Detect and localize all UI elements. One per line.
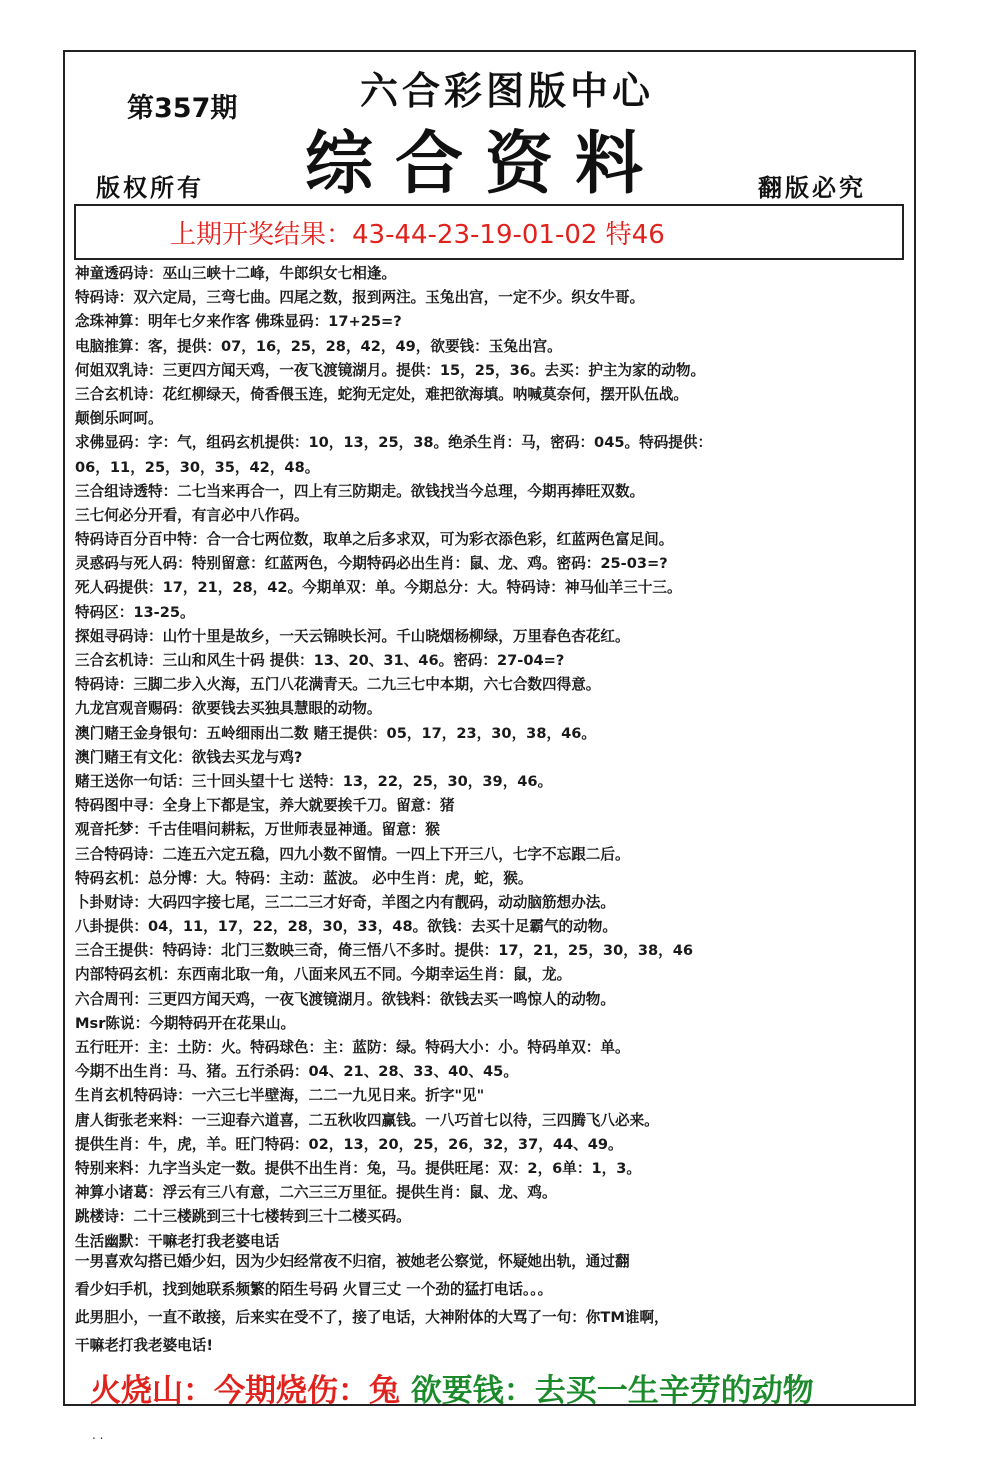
content-line: 灵惑码与死人码：特别留意：红蓝两色，今期特码必出生肖：鼠、龙、鸡。密码：25-03=? xyxy=(75,555,668,573)
content-line: 神算小诸葛：浮云有三八有意，二六三三万里征。提供生肖：鼠、龙、鸡。 xyxy=(75,1184,557,1202)
content-line: 赌王送你一句话：三十回头望十七 送特：13，22，25，30，39，46。 xyxy=(75,772,553,790)
footer-part-green: 欲要钱：去买一生辛劳的动物 xyxy=(400,1373,814,1409)
content-line: 澳门赌王有文化：欲钱去买龙与鸡? xyxy=(75,748,303,766)
main-title: 综合资料 xyxy=(305,124,666,204)
content-line: 特码诗：三脚二步入火海，五门八花满青天。二九三七中本期，六七合数四得意。 xyxy=(75,676,601,694)
content-line: 三合玄机诗：三山和风生十码 提供：13、20、31、46。密码：27-04=? xyxy=(75,652,565,669)
content-line: 特码玄机：总分博：大。特码：主动：蓝波。 必中生肖：虎，蛇，猴。 xyxy=(75,869,533,887)
content-line: 生肖玄机特码诗：一六三七半壁海，二二一九见日来。折字"见" xyxy=(75,1087,485,1105)
content-line: 特码区：13-25。 xyxy=(75,603,195,621)
footer-banner xyxy=(90,1365,814,1410)
content-line: 特别来料：九字当头定一数。提供不出生肖：兔，马。提供旺尾：双：2，6单：1，3。 xyxy=(75,1159,641,1177)
content-line: 观音托梦：千古佳唱问耕耘，万世师表显神通。留意：猴 xyxy=(75,821,440,839)
content-line: 神童透码诗：巫山三峡十二峰，牛郎织女七相逢。 xyxy=(75,265,397,282)
content-line: 跳楼诗：二十三楼跳到三十七楼转到三十二楼买码。 xyxy=(75,1208,411,1226)
content-line: 特码图中寻：全身上下都是宝，养大就要挨千刀。留意：猪 xyxy=(75,797,455,815)
content-line: 特码诗百分百中特：合一合七两位数，取单之后多求双，可为彩衣添色彩，红蓝两色富足间。 xyxy=(75,531,674,549)
last-result: 上期开奖结果：43-44-23-19-01-02 特46 xyxy=(170,220,665,250)
content-line: 探姐寻码诗：山竹十里是故乡，一天云锦映长河。千山晓烟杨柳绿，万里春色杏花红。 xyxy=(75,627,630,645)
content-line: 三合玄机诗：花红柳绿天，倚香偎玉连，蛇狗无定处，难把欲海填。呐喊莫奈何，摆开队伍战。 xyxy=(75,385,688,403)
content-line: 电脑推算：客，提供：07，16，25，28，42，49，欲要钱：玉兔出宫。 xyxy=(75,337,562,355)
content-line: 死人码提供：17，21，28，42。今期单双：单。今期总分：大。特码诗：神马仙羊三十三。 xyxy=(75,579,682,597)
content-line: 九龙宫观音赐码：欲要钱去买独具慧眼的动物。 xyxy=(75,700,382,718)
corner-dots: . . xyxy=(92,1428,104,1442)
content-line: 五行旺开：主：土防：火。特码球色：主：蓝防：绿。特码大小：小。特码单双：单。 xyxy=(75,1039,630,1056)
story-line: 此男胆小，一直不敢接，后来实在受不了，接了电话，大神附体的大骂了一句：你TM谁啊， xyxy=(75,1309,669,1326)
content-line: 三合王提供：特码诗：北门三数映三奇，倚三悟八不多时。提供：17，21，25，30，38，46 xyxy=(75,942,694,960)
humor-story xyxy=(75,1248,910,1360)
copyright-label: 版权所有 xyxy=(96,173,204,202)
story-line: 干嘛老打我老婆电话! xyxy=(75,1337,214,1354)
content-line: 06，11，25，30，35，42，48。 xyxy=(75,458,320,476)
content-line: 卜卦财诗：大码四字接七尾，三二二三才好奇，羊图之内有靓码，动动脑筋想办法。 xyxy=(75,893,615,911)
content-line: 澳门赌王金身银句：五岭细雨出二数 赌王提供：05，17，23，30，38，46。 xyxy=(75,724,596,742)
content-line: 提供生肖：牛，虎，羊。旺门特码：02，13，20，25，26，32，37，44、49。 xyxy=(75,1135,623,1153)
content-line: 求佛显码：字：气，组码玄机提供：10，13，25，38。绝杀生肖：马，密码：045。特码提供： xyxy=(75,434,713,452)
content-line: 何姐双乳诗：三更四方闻天鸡，一夜飞渡镜湖月。提供：15，25，36。去买：护主为家的动物。 xyxy=(75,361,706,379)
content-line: 生活幽默：干嘛老打我老婆电话 xyxy=(75,1232,280,1250)
content-line: 六合周刊：三更四方闻天鸡，一夜飞渡镜湖月。欲钱料：欲钱去买一鸣惊人的动物。 xyxy=(75,990,615,1008)
result-box xyxy=(74,204,904,260)
story-line: 一男喜欢勾搭已婚少妇，因为少妇经常夜不归宿，被她老公察觉，怀疑她出轨，通过翻 xyxy=(75,1253,630,1270)
content-line: 三七何必分开看，有言必中八作码。 xyxy=(75,506,309,524)
content-line: 三合特码诗：二连五六定五稳，四九小数不留情。一四上下开三八，七字不忘跟二后。 xyxy=(75,845,630,863)
footer-part-red: 火烧山：今期烧伤：兔 xyxy=(90,1373,400,1409)
content-lines xyxy=(75,262,910,1254)
content-line: 内部特码玄机：东西南北取一角，八面来风五不同。今期幸运生肖：鼠，龙。 xyxy=(75,966,572,984)
top-title: 六合彩图版中心 xyxy=(360,68,655,113)
content-line: Msr陈说：今期特码开在花果山。 xyxy=(75,1014,296,1032)
content-line: 唐人街张老来料：一三迎春六道喜，二五秋收四赢钱。一八巧首七以待，三四腾飞八必来。 xyxy=(75,1111,659,1129)
issue-number: 第357期 xyxy=(127,93,238,124)
piracy-label: 翻版必究 xyxy=(758,173,866,202)
content-line: 颠倒乐呵呵。 xyxy=(75,410,163,428)
content-line: 三合组诗透特：二七当来再合一，四上有三防期走。欲钱找当今总理，今期再捧旺双数。 xyxy=(75,482,645,500)
content-line: 念珠神算：明年七夕来作客 佛珠显码：17+25=? xyxy=(75,313,402,331)
content-line: 今期不出生肖：马、猪。五行杀码：04、21、28、33、40、45。 xyxy=(75,1063,518,1081)
content-line: 八卦提供：04，11，17，22，28，30，33，48。欲钱：去买十足霸气的动物。 xyxy=(75,918,617,936)
story-line: 看少妇手机，找到她联系频繁的陌生号码 火冒三丈 一个劲的猛打电话。。。 xyxy=(75,1281,553,1298)
content-line: 特码诗：双六定局，三弯七曲。四尾之数，报到两注。玉兔出宫，一定不少。织女牛哥。 xyxy=(75,289,645,307)
